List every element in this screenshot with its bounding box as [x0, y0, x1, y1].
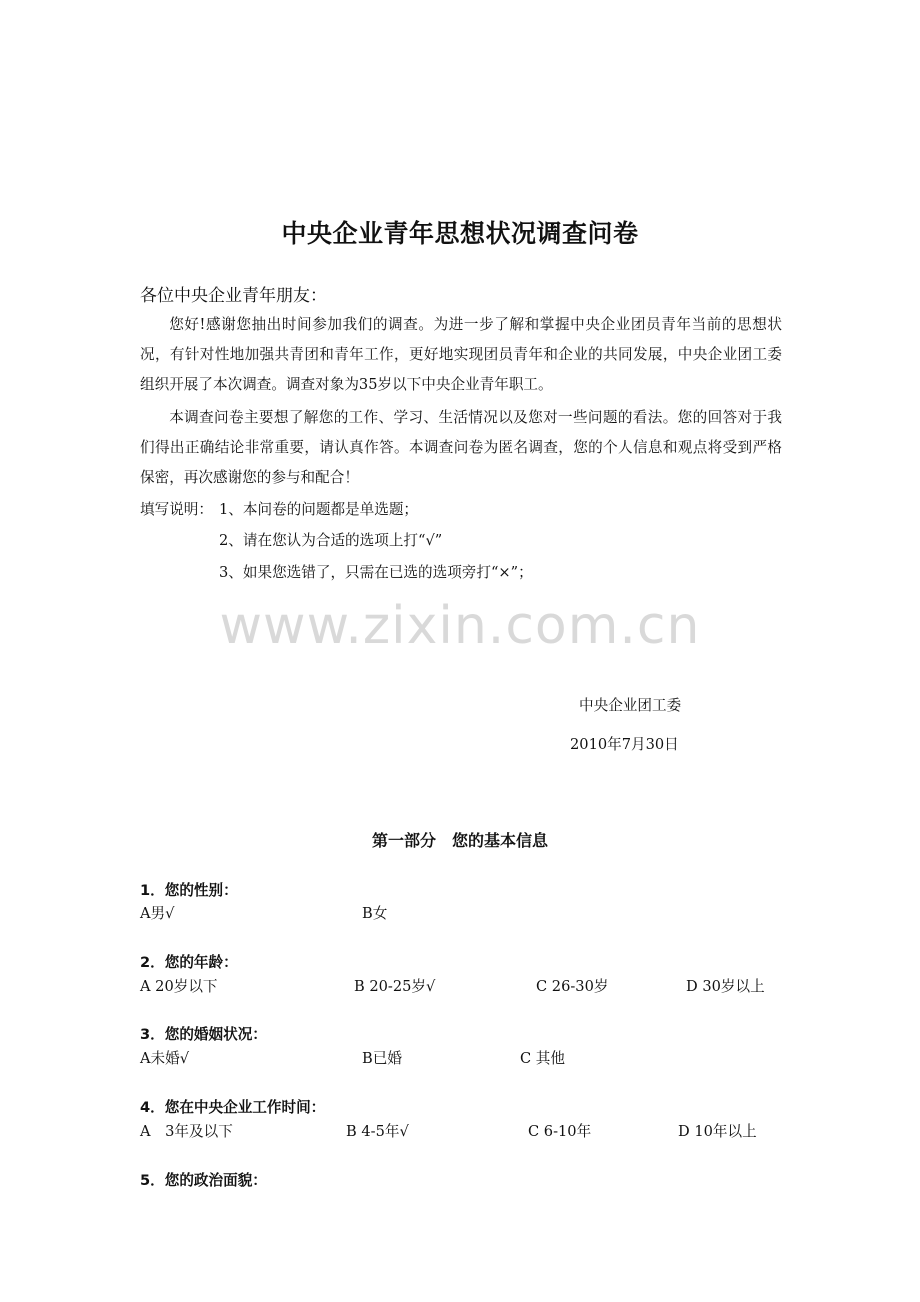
option-a[interactable]: A未婚√: [140, 1050, 190, 1067]
option-c[interactable]: C 其他: [520, 1050, 565, 1067]
option-c[interactable]: C 6-10年: [528, 1123, 592, 1140]
signature-date: 2010年7月30日: [570, 736, 679, 753]
signature-org: 中央企业团工委: [579, 697, 682, 714]
document-title: 中央企业青年思想状况调查问卷: [281, 219, 639, 248]
instruction-item-1: 1、本问卷的问题都是单选题；: [219, 501, 419, 518]
option-d[interactable]: D 10年以上: [678, 1123, 757, 1140]
instruction-item-2: 2、请在您认为合适的选项上打“√”: [219, 532, 443, 549]
option-a[interactable]: A男√: [140, 905, 175, 922]
instructions-label: 填写说明：: [140, 501, 213, 518]
question-label: 5．您的政治面貌：: [140, 1172, 267, 1189]
section-title: 第一部分 您的基本信息: [371, 831, 548, 850]
intro-paragraph-2: 本调查问卷主要想了解您的工作、学习、生活情况以及您对一些问题的看法。您的回答对于我们得出正确结论非常重要，请认真作答。本调查问卷为匿名调查，您的个人信息和观点将受到严格保密，再次感谢您的参与和配合！: [140, 409, 782, 486]
option-a[interactable]: A 20岁以下: [140, 978, 218, 995]
option-b[interactable]: B 20-25岁√: [354, 978, 436, 995]
watermark: www.zixin.com.cn: [219, 596, 701, 656]
question-label: 1．您的性别：: [140, 882, 238, 899]
option-d[interactable]: D 30岁以上: [686, 978, 765, 995]
question-label: 2．您的年龄：: [140, 954, 238, 971]
intro-paragraph-1: 您好!感谢您抽出时间参加我们的调查。为进一步了解和掌握中央企业团员青年当前的思想状况，有针对性地加强共青团和青年工作，更好地实现团员青年和企业的共同发展，中央企业团工委组织开展了本次调查。调查对象为35岁以下中央企业青年职工。: [140, 316, 782, 393]
option-b[interactable]: B女: [362, 905, 388, 922]
question-label: 3．您的婚姻状况：: [140, 1026, 267, 1043]
option-b[interactable]: B已婚: [362, 1050, 402, 1067]
instruction-item-3: 3、如果您选错了，只需在已选的选项旁打“×”；: [219, 564, 533, 581]
option-c[interactable]: C 26-30岁: [536, 978, 609, 995]
option-b[interactable]: B 4-5年√: [346, 1123, 409, 1140]
question-label: 4．您在中央企业工作时间：: [140, 1099, 326, 1116]
greeting: 各位中央企业青年朋友：: [140, 286, 327, 306]
option-a[interactable]: A 3年及以下: [140, 1123, 233, 1140]
